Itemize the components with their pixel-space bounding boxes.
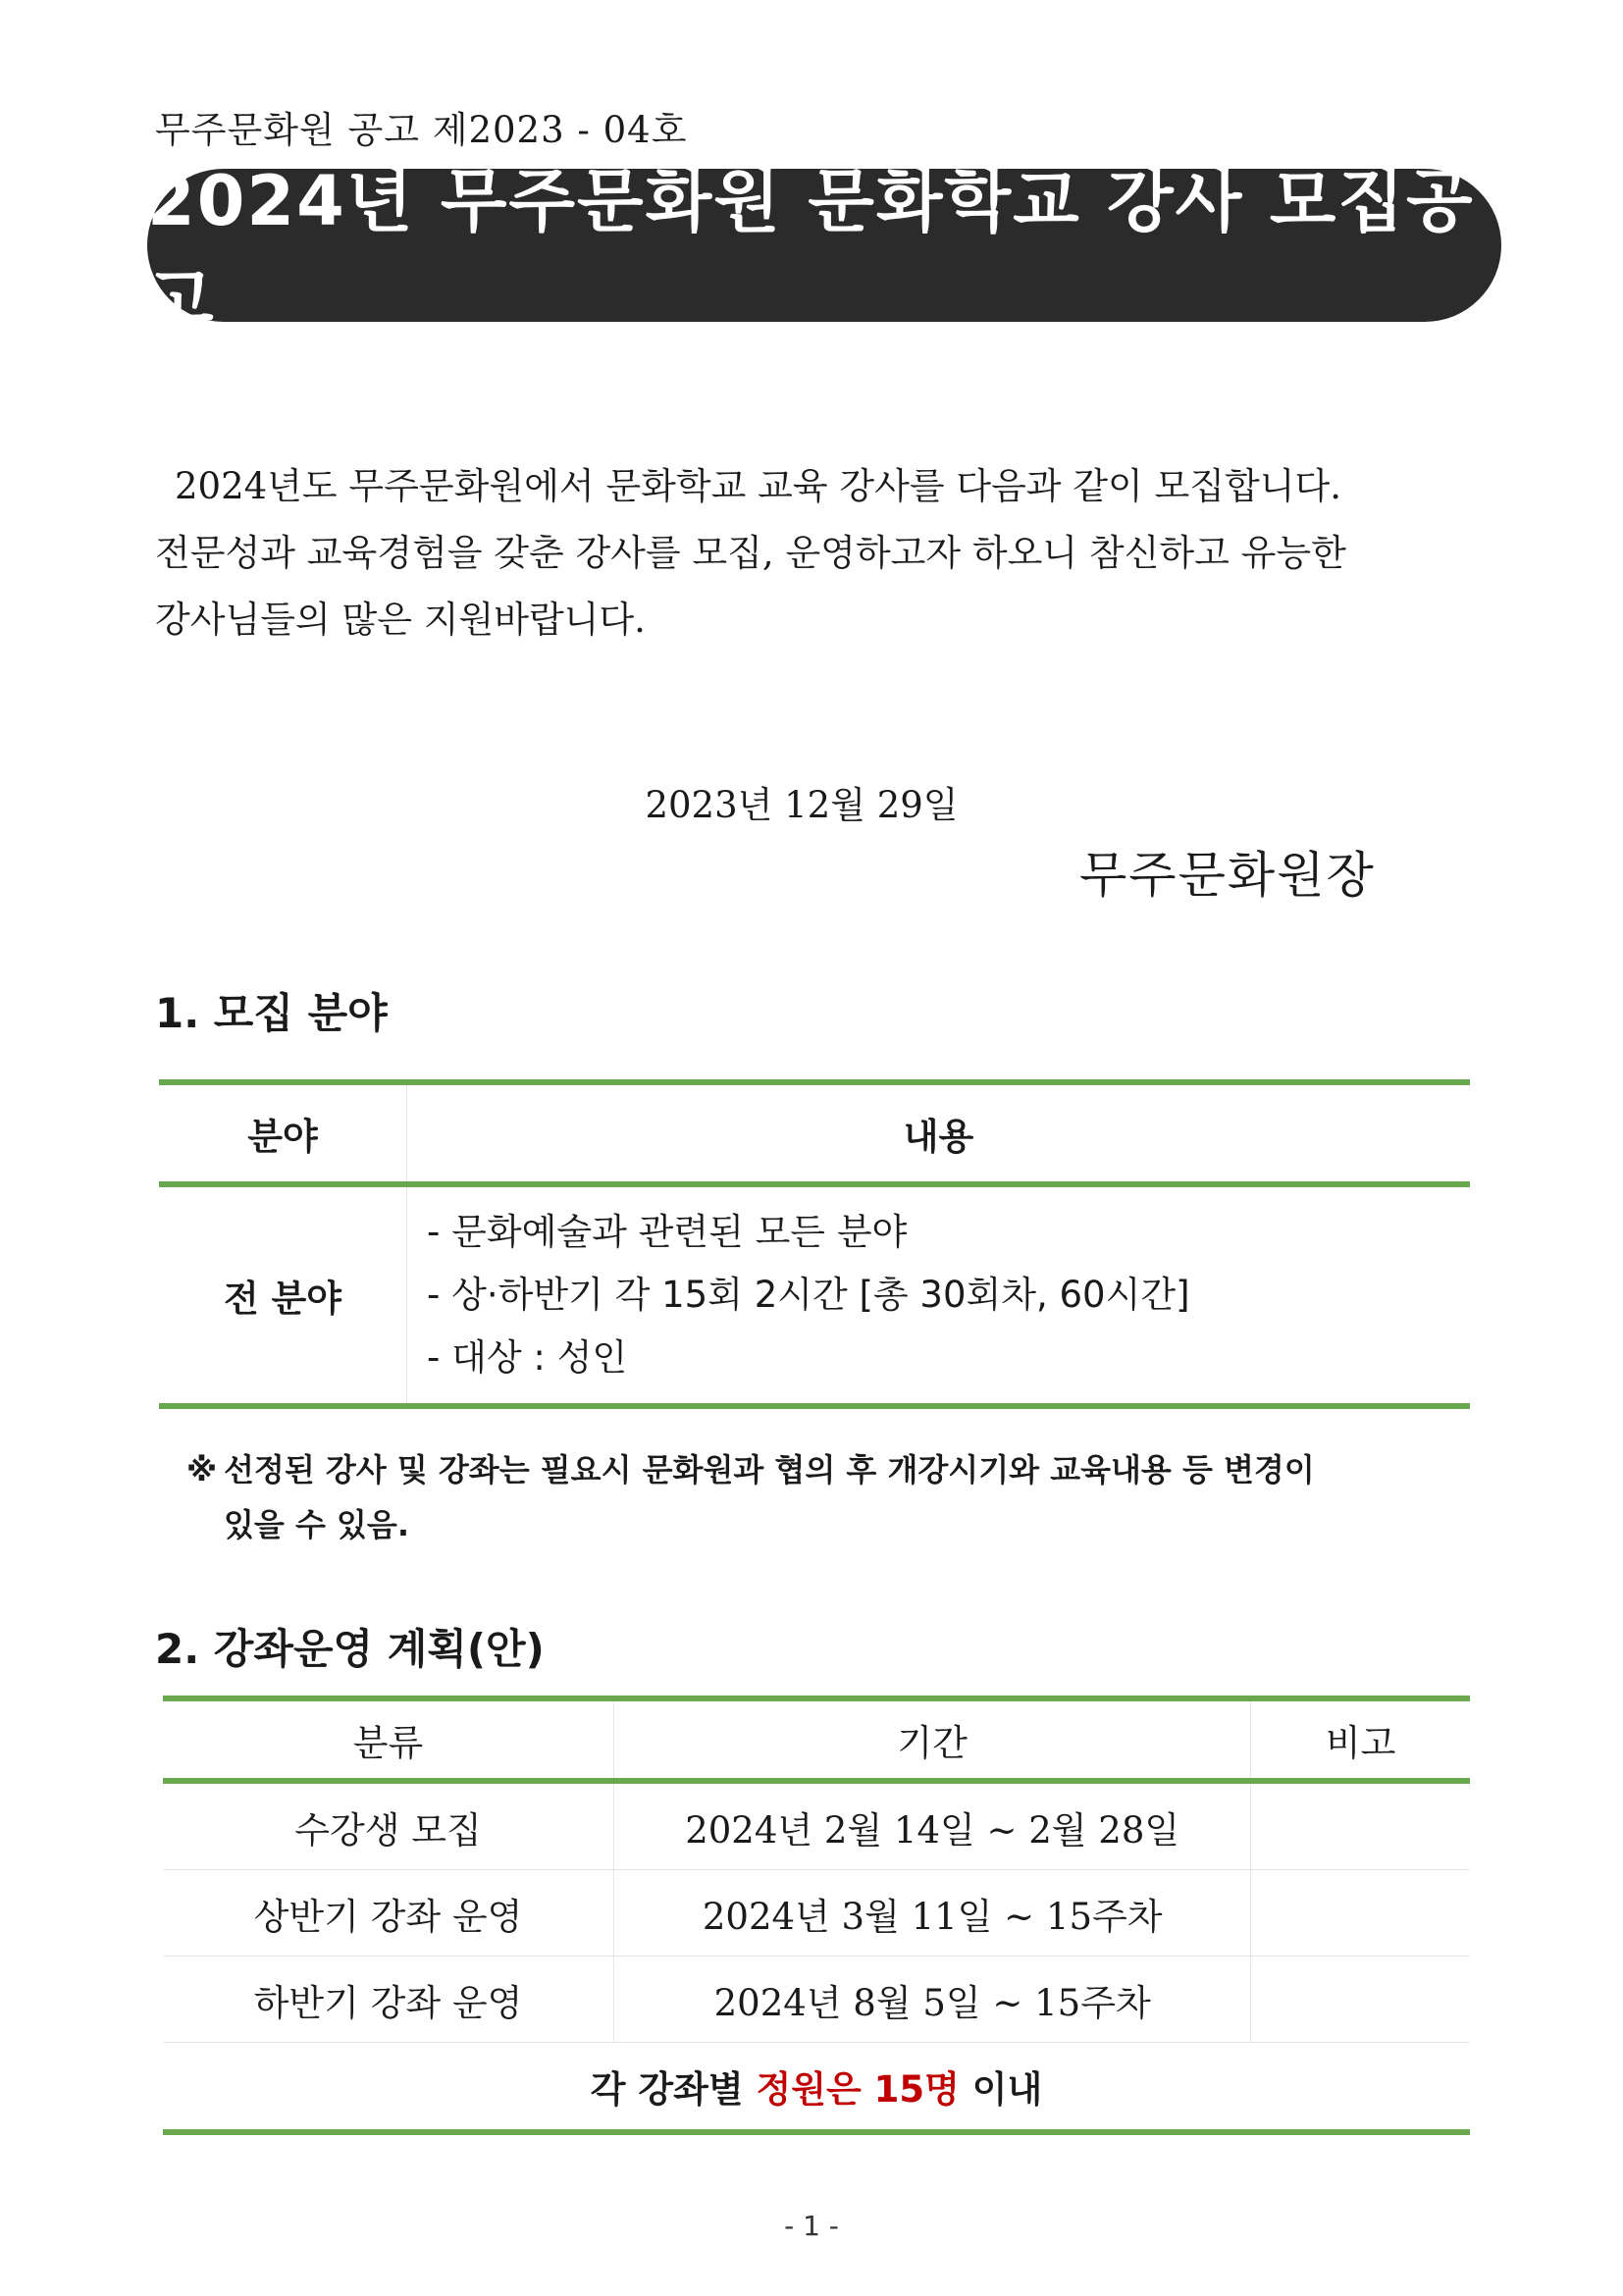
intro-paragraph	[155, 453, 1470, 653]
content-cell	[407, 1184, 1471, 1406]
intro-line: 전문성과 교육경험을 갖춘 강사를 모집, 운영하고자 하오니 참신하고 유능한	[155, 532, 1346, 574]
capacity-prefix: 각 강좌별	[590, 2068, 757, 2111]
note-text: 선정된 강사 및 강좌는 필요시 문화원과 협의 후 개강시기와 교육내용 등 변경이	[224, 1451, 1315, 1488]
content-item: - 문화예술과 관련된 모든 분야	[427, 1211, 908, 1253]
table-row	[163, 1781, 1470, 1870]
table-row	[163, 1957, 1470, 2043]
signer: 무주문화원장	[1079, 847, 1376, 904]
capacity-cell	[163, 2043, 1470, 2133]
remarks-cell	[1251, 1957, 1470, 2043]
note-text-cont: 있을 수 있음.	[224, 1506, 409, 1543]
note	[186, 1442, 1472, 1552]
category-cell: 수강생 모집	[163, 1781, 614, 1870]
header-field: 분야	[159, 1082, 407, 1184]
table-row	[163, 1870, 1470, 1957]
content-item: - 상·하반기 각 15회 2시간 [총 30회차, 60시간]	[427, 1274, 1190, 1316]
remarks-cell	[1251, 1870, 1470, 1957]
header-period: 기간	[614, 1698, 1251, 1781]
header-category: 분류	[163, 1698, 614, 1781]
section1-title: 1. 모집 분야	[155, 989, 388, 1037]
header-content: 내용	[407, 1082, 1471, 1184]
capacity-highlight: 정원은 15명	[756, 2068, 960, 2111]
period-cell: 2024년 8월 5일 ~ 15주차	[614, 1957, 1251, 2043]
intro-line: 강사님들의 많은 지원바랍니다.	[155, 599, 646, 641]
note-mark: ※	[186, 1451, 218, 1488]
page-title: 2024년 무주문화원 문화학교 강사 모집공고	[147, 161, 1475, 340]
capacity-suffix: 이내	[959, 2068, 1043, 2111]
intro-line: 2024년도 무주문화원에서 문화학교 교육 강사를 다음과 같이 모집합니다.	[175, 465, 1342, 507]
table-header-row	[163, 1698, 1470, 1781]
category-cell: 상반기 강좌 운영	[163, 1870, 614, 1957]
page-number: - 1 -	[784, 2210, 839, 2242]
content-item: - 대상 : 성인	[427, 1336, 628, 1379]
notice-number: 무주문화원 공고 제2023 - 04호	[155, 109, 688, 151]
notice-date: 2023년 12월 29일	[645, 784, 959, 826]
section2-title: 2. 강좌운영 계획(안)	[155, 1625, 545, 1673]
title-banner	[147, 161, 1501, 340]
header-remarks: 비고	[1251, 1698, 1470, 1781]
table-row	[159, 1184, 1470, 1406]
remarks-cell	[1251, 1781, 1470, 1870]
course-plan-table	[163, 1696, 1470, 2135]
recruit-field-table	[159, 1079, 1470, 1409]
capacity-row	[163, 2043, 1470, 2133]
table-header-row	[159, 1082, 1470, 1184]
period-cell: 2024년 2월 14일 ~ 2월 28일	[614, 1781, 1251, 1870]
field-cell: 전 분야	[159, 1184, 407, 1406]
period-cell: 2024년 3월 11일 ~ 15주차	[614, 1870, 1251, 1957]
category-cell: 하반기 강좌 운영	[163, 1957, 614, 2043]
